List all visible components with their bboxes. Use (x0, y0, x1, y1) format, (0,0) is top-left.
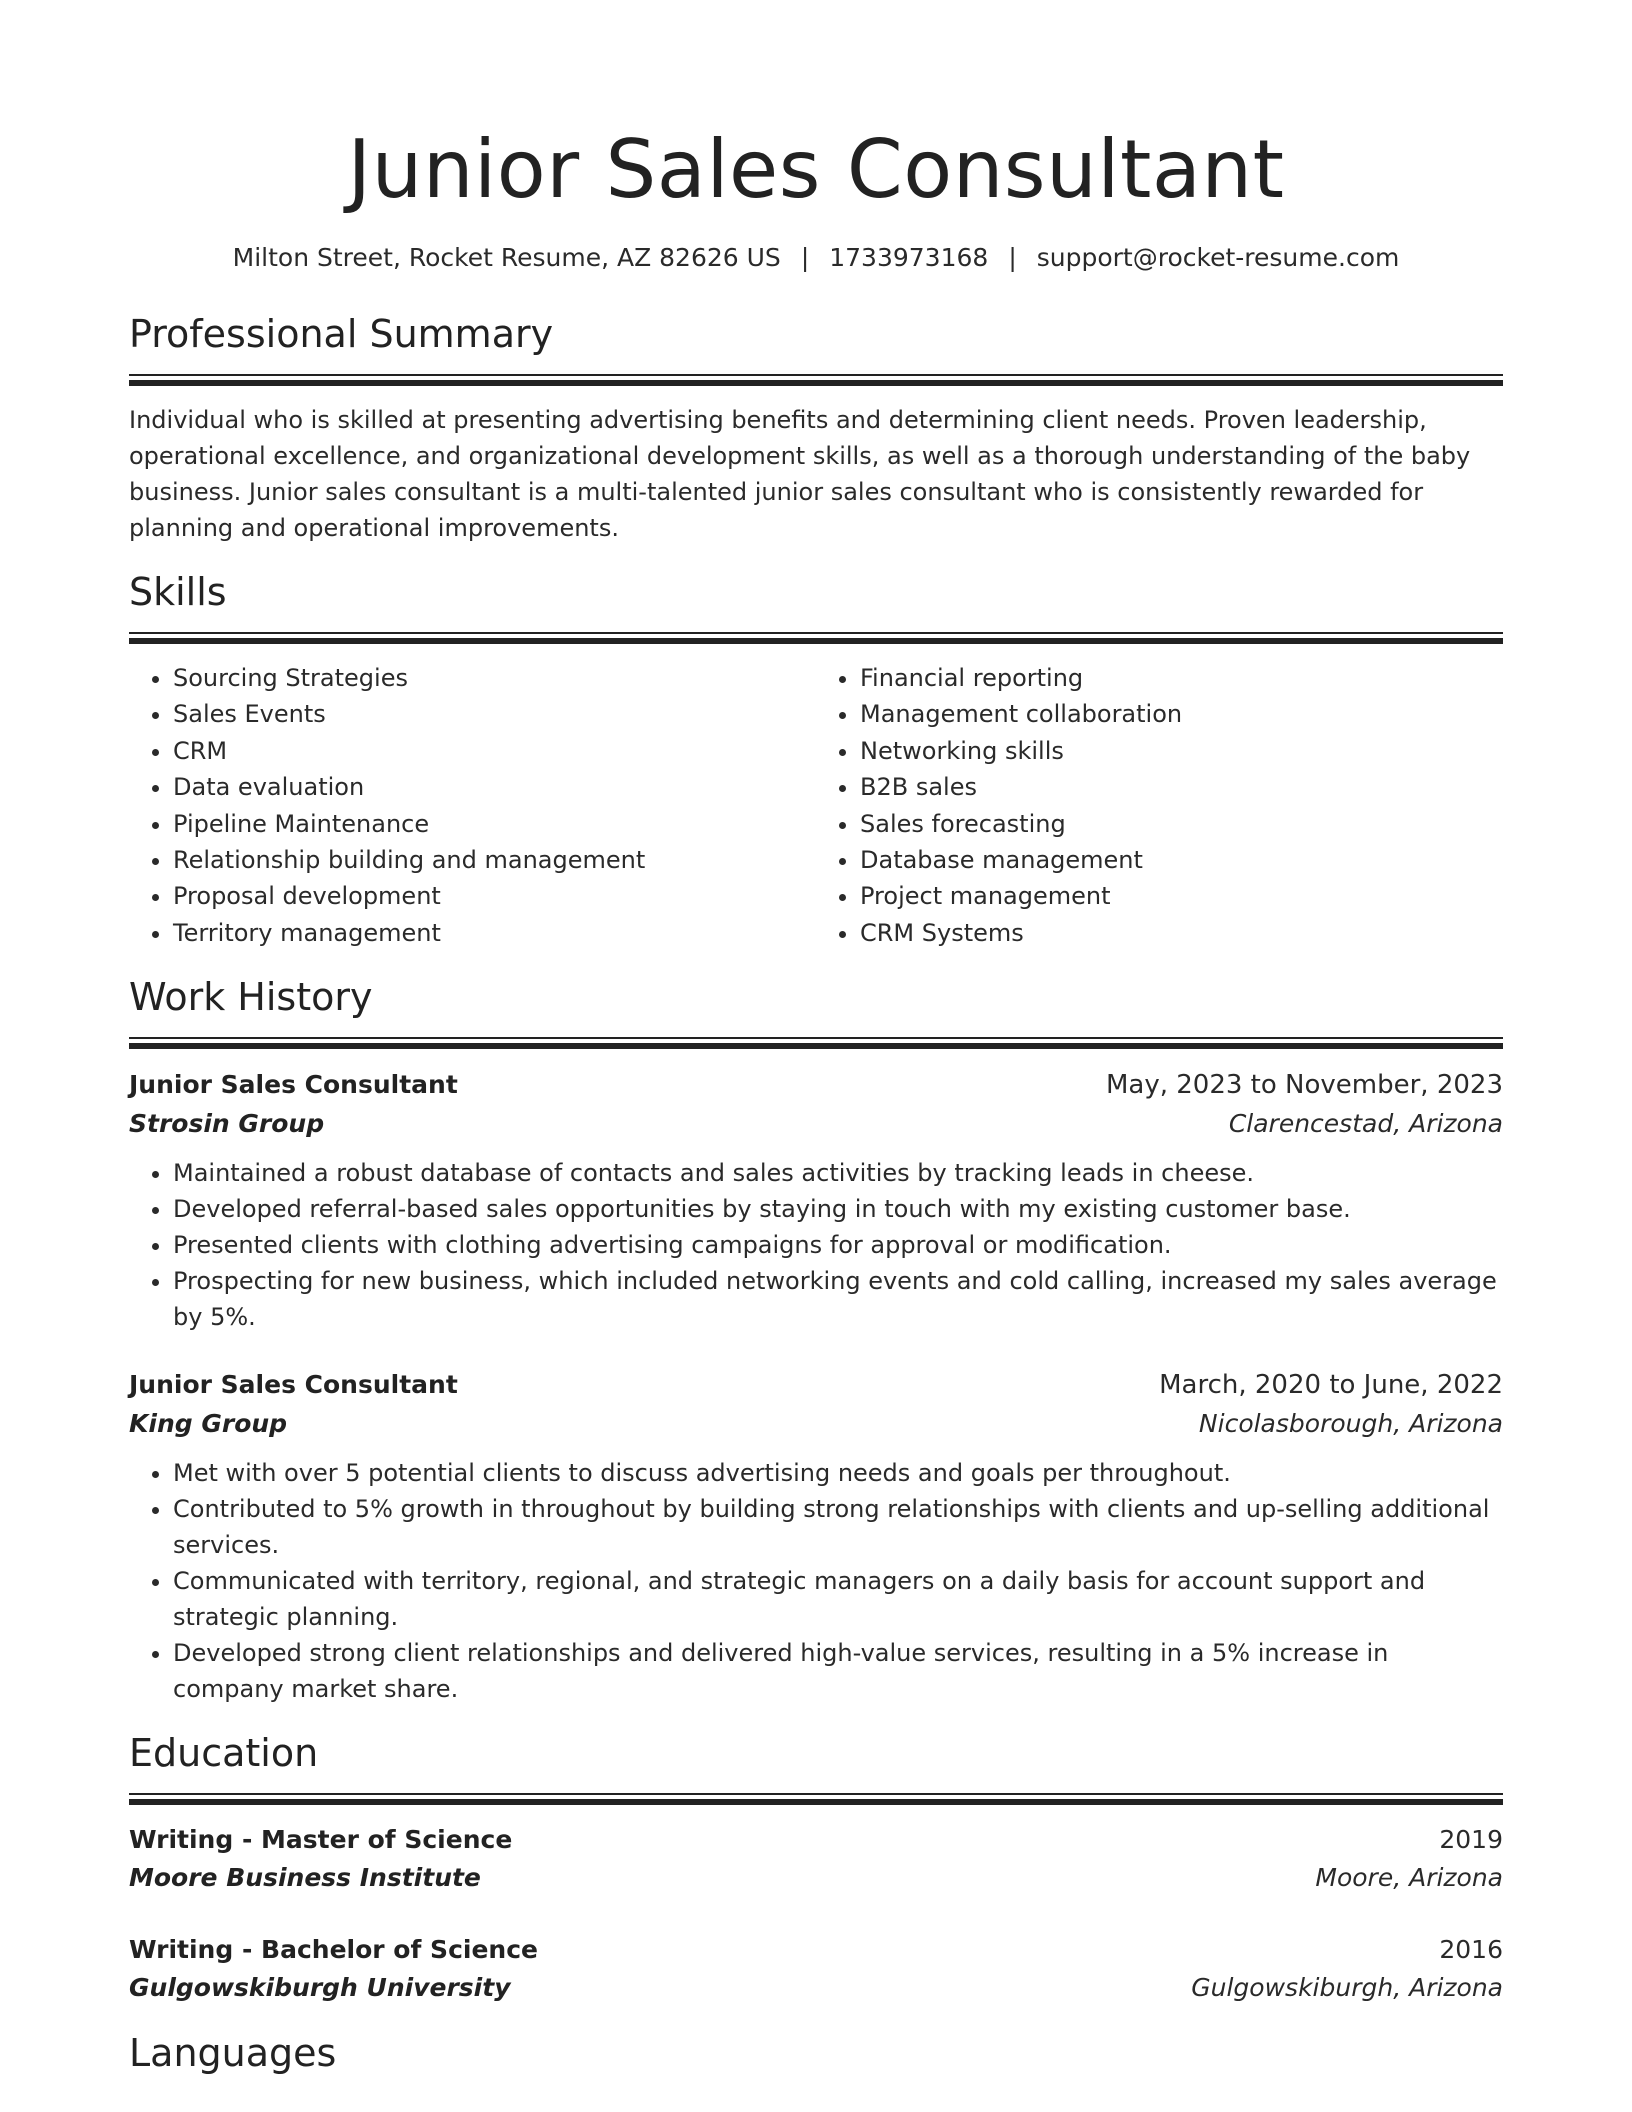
job-bullets (129, 1155, 1503, 1335)
section-title-languages: Languages (129, 2031, 337, 2076)
skill-item: • Financial reporting (860, 660, 1503, 696)
degree-title: Writing - Bachelor of Science (129, 1935, 538, 1965)
job-location: Nicolasborough, Arizona (1198, 1409, 1503, 1439)
skill-item: • Proposal development (173, 878, 816, 914)
job-bullet: • Met with over 5 potential clients to discuss advertising needs and goals per throughout. (173, 1455, 1503, 1491)
job-bullets (129, 1455, 1503, 1707)
skill-item: • CRM (173, 733, 816, 769)
skills-list-right (816, 660, 1503, 951)
skill-item: • CRM Systems (860, 915, 1503, 951)
section-title-skills: Skills (129, 570, 227, 614)
skills-columns (129, 660, 1503, 951)
job-dates: May, 2023 to November, 2023 (1105, 1070, 1503, 1101)
section-divider (129, 1793, 1503, 1805)
contact-email: support@rocket-resume.com (1036, 243, 1400, 272)
resume-name: Junior Sales Consultant (347, 123, 1285, 216)
education-entry (129, 1821, 1503, 1897)
contact-line (129, 242, 1503, 274)
section-divider (129, 374, 1503, 386)
section-divider (129, 1037, 1503, 1049)
section-title-work-history: Work History (129, 975, 373, 1020)
section-languages (129, 2029, 1503, 2077)
job-title: Junior Sales Consultant (129, 1370, 458, 1400)
job-dates: March, 2020 to June, 2022 (1159, 1370, 1503, 1401)
contact-phone: 1733973168 (829, 243, 989, 272)
skill-item: • Project management (860, 878, 1503, 914)
skill-item: • Data evaluation (173, 769, 816, 805)
contact-separator: | (800, 243, 810, 272)
job-entry (129, 1065, 1503, 1335)
job-location: Clarencestad, Arizona (1228, 1109, 1503, 1139)
school-location: Gulgowskiburgh, Arizona (1191, 1973, 1503, 2003)
degree-year: 2019 (1439, 1825, 1503, 1855)
school-name: Moore Business Institute (129, 1863, 481, 1893)
section-title-education: Education (129, 1731, 319, 1776)
section-education (129, 1729, 1503, 2007)
job-title: Junior Sales Consultant (129, 1070, 458, 1100)
skill-item: • Pipeline Maintenance (173, 806, 816, 842)
contact-address: Milton Street, Rocket Resume, AZ 82626 US (232, 243, 781, 272)
summary-text: Individual who is skilled at presenting advertising benefits and determining client needs. Proven leadership, operational excellence, and organizational development skills, as well as a thorough understanding of the baby business. Junior sales consultant is a multi-talented junior sales consultant who is consistently rewarded for planning and operational improvements. (129, 406, 1471, 542)
skill-item: • Territory management (173, 915, 816, 951)
skill-item: • Database management (860, 842, 1503, 878)
skill-item: • Relationship building and management (173, 842, 816, 878)
skill-item: • Sourcing Strategies (173, 660, 816, 696)
skill-item: • Networking skills (860, 733, 1503, 769)
education-entry (129, 1931, 1503, 2007)
job-bullet: • Developed referral-based sales opportunities by staying in touch with my existing customer base. (173, 1191, 1503, 1227)
job-bullet: • Prospecting for new business, which included networking events and cold calling, increased my sales average by 5%. (173, 1263, 1503, 1335)
job-bullet: • Communicated with territory, regional, and strategic managers on a daily basis for account support and strategic planning. (173, 1563, 1503, 1635)
degree-title: Writing - Master of Science (129, 1825, 513, 1855)
skills-list-left (129, 660, 816, 951)
job-bullet: • Developed strong client relationships and delivered high-value services, resulting in a 5% increase in company market share. (173, 1635, 1503, 1707)
job-company: King Group (129, 1409, 288, 1439)
school-location: Moore, Arizona (1315, 1863, 1503, 1893)
skill-item: • Management collaboration (860, 696, 1503, 732)
contact-separator: | (1008, 243, 1017, 272)
job-bullet: • Contributed to 5% growth in throughout by building strong relationships with clients and up-selling additional services. (173, 1491, 1503, 1563)
job-bullet: • Presented clients with clothing advertising campaigns for approval or modification. (173, 1227, 1503, 1263)
section-divider (129, 632, 1503, 644)
school-name: Gulgowskiburgh University (129, 1973, 511, 2003)
degree-year: 2016 (1439, 1935, 1503, 1965)
job-entry (129, 1365, 1503, 1707)
section-title-summary: Professional Summary (129, 312, 554, 356)
job-bullet: • Maintained a robust database of contacts and sales activities by tracking leads in cheese. (173, 1155, 1503, 1191)
skill-item: • Sales forecasting (860, 806, 1503, 842)
section-work-history (129, 973, 1503, 1707)
section-summary (129, 310, 1503, 546)
skill-item: • Sales Events (173, 696, 816, 732)
skill-item: • B2B sales (860, 769, 1503, 805)
job-company: Strosin Group (129, 1109, 325, 1139)
section-skills (129, 568, 1503, 951)
